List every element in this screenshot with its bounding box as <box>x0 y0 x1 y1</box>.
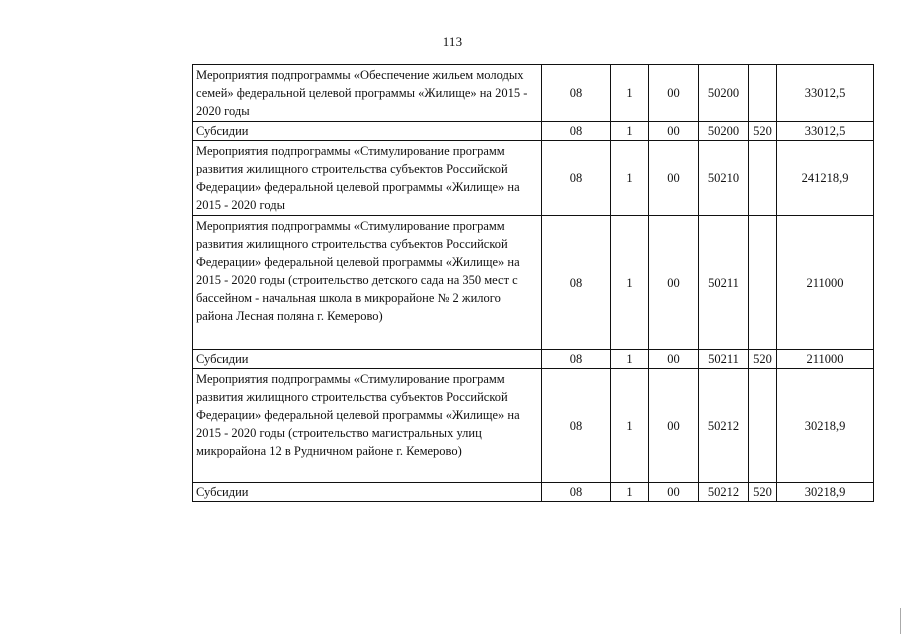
expense-type-code <box>749 216 777 350</box>
row-description: Субсидии <box>193 122 542 141</box>
section-code: 08 <box>542 350 611 369</box>
subprogram-code: 00 <box>649 483 699 502</box>
amount-value: 211000 <box>777 216 874 350</box>
table-row <box>193 216 874 350</box>
section-code: 08 <box>542 216 611 350</box>
amount-value: 33012,5 <box>777 122 874 141</box>
row-description: Мероприятия подпрограммы «Стимулирование программ развития жилищного строительства субъектов Российской Федерации» федеральной целевой программы «Жилище» на 2015 - 2020 годы (строительство магистральных улиц микрорайона 12 в Рудничном районе г. Кемерово) <box>193 369 542 483</box>
row-description: Мероприятия подпрограммы «Стимулирование программ развития жилищного строительства субъектов Российской Федерации» федеральной целевой программы «Жилище» на 2015 - 2020 годы (строительство детского сада на 350 мест с бассейном - начальная школа в микрорайоне № 2 жилого района Лесная поляна г. Кемерово) <box>193 216 542 350</box>
amount-value: 30218,9 <box>777 369 874 483</box>
program-code: 1 <box>611 216 649 350</box>
budget-table <box>192 64 874 502</box>
section-code: 08 <box>542 122 611 141</box>
section-code: 08 <box>542 141 611 216</box>
expense-type-code: 520 <box>749 122 777 141</box>
subprogram-code: 00 <box>649 65 699 122</box>
amount-value: 33012,5 <box>777 65 874 122</box>
row-description: Субсидии <box>193 350 542 369</box>
item-code: 50212 <box>699 483 749 502</box>
scrollbar-edge <box>900 608 901 634</box>
item-code: 50211 <box>699 350 749 369</box>
program-code: 1 <box>611 350 649 369</box>
subprogram-code: 00 <box>649 350 699 369</box>
expense-type-code <box>749 369 777 483</box>
expense-type-code: 520 <box>749 483 777 502</box>
item-code: 50212 <box>699 369 749 483</box>
section-code: 08 <box>542 483 611 502</box>
program-code: 1 <box>611 483 649 502</box>
item-code: 50200 <box>699 122 749 141</box>
table-row <box>193 369 874 483</box>
program-code: 1 <box>611 141 649 216</box>
item-code: 50210 <box>699 141 749 216</box>
row-description: Субсидии <box>193 483 542 502</box>
subprogram-code: 00 <box>649 369 699 483</box>
item-code: 50211 <box>699 216 749 350</box>
expense-type-code <box>749 141 777 216</box>
table-row <box>193 350 874 369</box>
table-row <box>193 122 874 141</box>
subprogram-code: 00 <box>649 216 699 350</box>
row-description: Мероприятия подпрограммы «Обеспечение жильем молодых семей» федеральной целевой программы «Жилище» на 2015 - 2020 годы <box>193 65 542 122</box>
amount-value: 211000 <box>777 350 874 369</box>
item-code: 50200 <box>699 65 749 122</box>
table-row <box>193 65 874 122</box>
program-code: 1 <box>611 122 649 141</box>
expense-type-code: 520 <box>749 350 777 369</box>
amount-value: 30218,9 <box>777 483 874 502</box>
subprogram-code: 00 <box>649 122 699 141</box>
section-code: 08 <box>542 369 611 483</box>
row-description: Мероприятия подпрограммы «Стимулирование программ развития жилищного строительства субъектов Российской Федерации» федеральной целевой программы «Жилище» на 2015 - 2020 годы <box>193 141 542 216</box>
page-number: 113 <box>442 34 463 49</box>
expense-type-code <box>749 65 777 122</box>
amount-value: 241218,9 <box>777 141 874 216</box>
subprogram-code: 00 <box>649 141 699 216</box>
program-code: 1 <box>611 65 649 122</box>
table-row <box>193 141 874 216</box>
section-code: 08 <box>542 65 611 122</box>
table-row <box>193 483 874 502</box>
program-code: 1 <box>611 369 649 483</box>
